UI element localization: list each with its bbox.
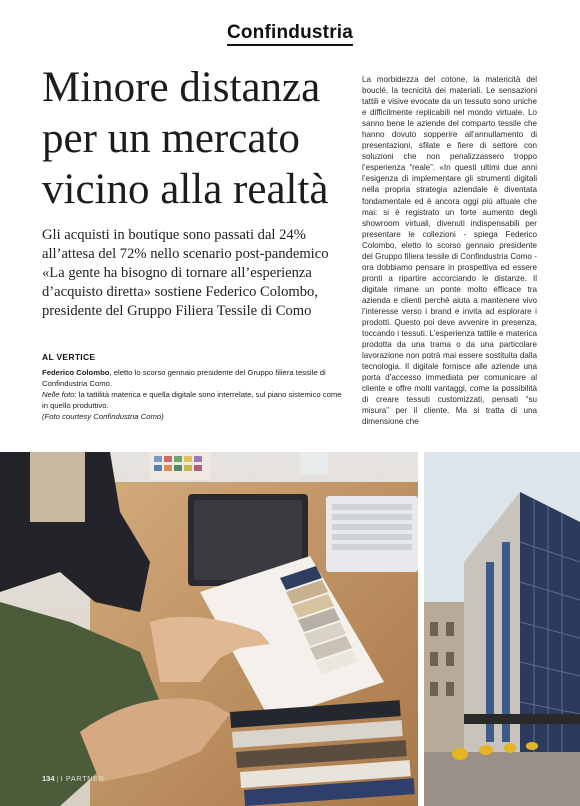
section-header xyxy=(0,22,580,44)
fabric-stack xyxy=(230,700,415,806)
fabric-swatches-illustration xyxy=(0,452,418,806)
fabric-swatches-photo xyxy=(0,452,418,806)
building-illustration xyxy=(424,452,580,806)
page-number: 134 xyxy=(42,774,55,783)
person-name: Federico Colombo xyxy=(42,368,110,377)
person-bio: , eletto lo scorso gennaio presidente del Gruppo filiera tessile di Confindustria Como. xyxy=(42,368,326,388)
footer-separator: | xyxy=(56,774,59,783)
section-title: Confindustria xyxy=(227,22,353,46)
bio-paragraph xyxy=(42,368,342,389)
photo-label: Nelle foto xyxy=(42,390,75,399)
sidebar-caption xyxy=(42,368,342,424)
article-headline: Minore distanza per un mercato vicino alla realtà xyxy=(42,64,329,213)
article-body: La morbidezza del cotone, la matericità del bouclé, la tecnicità dei materiali. Le sensazioni tattili e visive evocate da un tessuto sono uniche e difficilmente replicabili nel mondo virtuale. Lo sanno bene le aziende del comparto tessile che hanno dovuto sopperire all’annullamento di presentazioni, sfilate e fiere di settore con soluzioni che non penalizzassero troppo l’esperienza “reale”. «In questi ultimi due anni l’esigenza di implementare gli strumenti digitali nella propria strategia aziendale è diventata fondamentale ed è ancora oggi più attuale che mai: si è registrato un forte aumento degli showroom virtuali, divenuti indispensabili per presentare le collezioni - spiega Federico Colombo, eletto lo scorso gennaio presidente del Gruppo filiera tessile di Confindustria Como - ora dobbiamo pensare in prospettiva ed essere pronti a ripartire accorciando le distanze. Il digitale rimane un ponte molto efficace tra azienda e clienti perché aiuta a mantenere vivo l’interesse verso i brand e invita ad esplorare i prodotti. Questo poi deve avvenire in presenza, toccando i tessuti. L’esperienza tattile e materica prodotta da una trama o da una particolare lavorazione non potrà mai essere sostituita dalla tecnologia. Il digitale fornisce alle aziende una porta d’accesso immediata per comunicare al cliente e offre molti vantaggi, come la possibilità di creare tessuti customizzati, pensati “su misura” per il cliente. Ma si tratta di una dimensione che xyxy=(362,75,537,427)
sidebar-heading: AL VERTICE xyxy=(42,352,96,362)
office-building-photo xyxy=(424,452,580,806)
photo-credit-line xyxy=(42,412,342,423)
magazine-name: I PARTNER xyxy=(60,774,105,783)
article-subheadline: Gli acquisti in boutique sono passati dal 24% all’attesa del 72% nello scenario post-pandemico «La gente ha bisogno di tornare all’esperienza d’acquisto diretta» sostiene Federico Colombo, presidente del Gruppo Filiera Tessile di Como xyxy=(42,227,329,319)
photo-caption xyxy=(42,390,342,411)
photo-text: : la tattilità materica e quella digitale sono interrelate, sul piano sistemico come in quello produttivo. xyxy=(42,390,342,410)
page-footer xyxy=(42,774,104,783)
photo-credit: (Foto courtesy Confindustria Como) xyxy=(42,412,164,421)
